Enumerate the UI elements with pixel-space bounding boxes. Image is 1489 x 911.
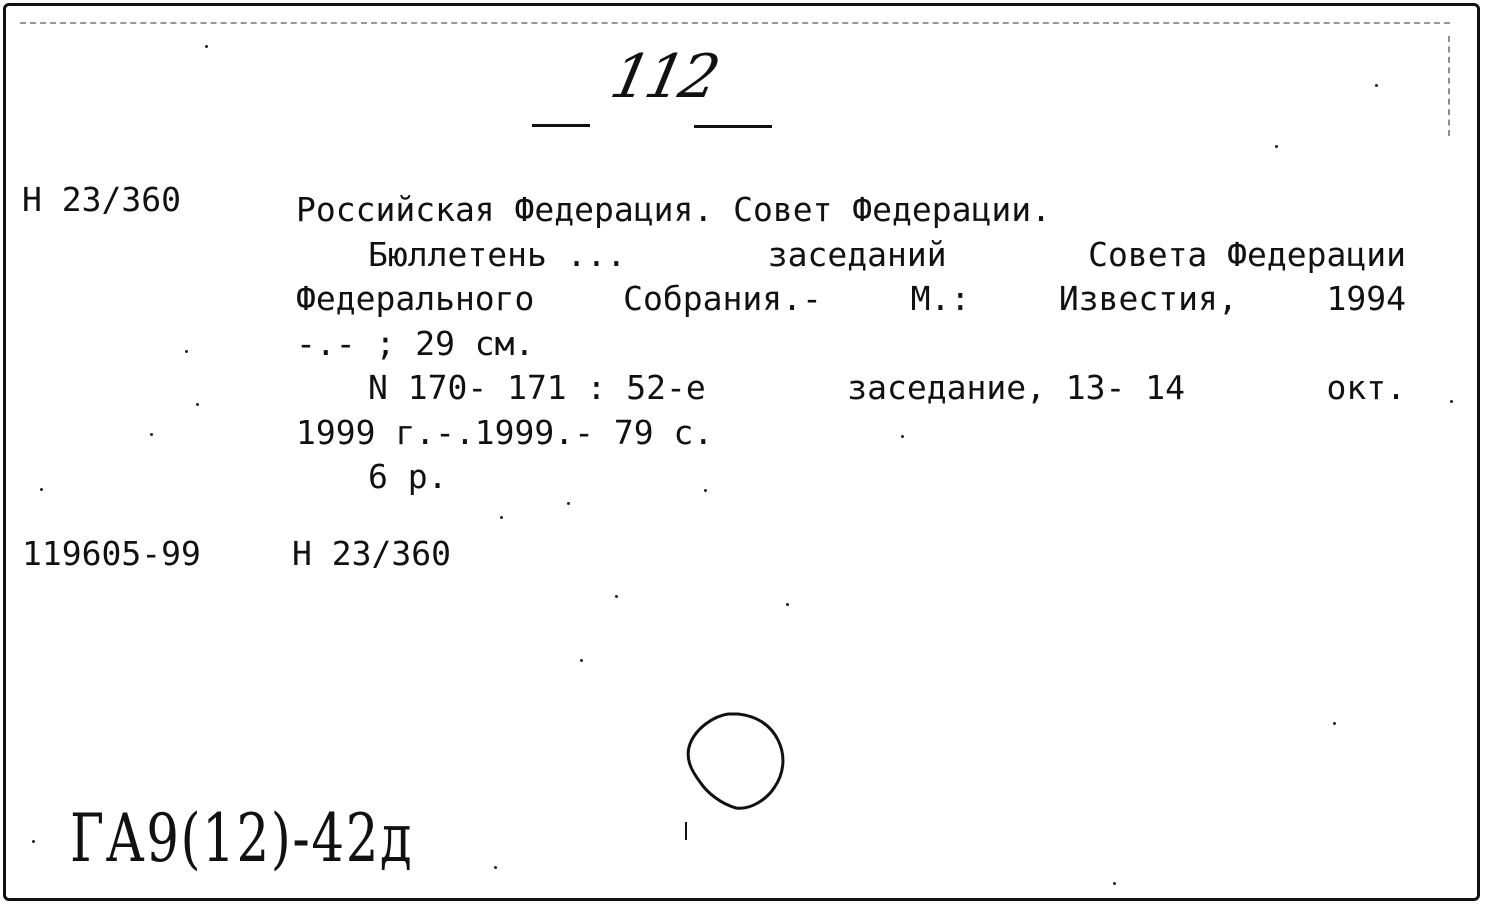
speck	[580, 659, 583, 662]
speck	[40, 488, 43, 491]
entry-physical-description: -.- ; 29 см.	[296, 323, 535, 363]
right-dashed-border	[1448, 36, 1450, 136]
speck	[615, 595, 618, 598]
speck	[704, 489, 707, 492]
shelfmark: Н 23/360	[22, 180, 181, 219]
speck	[500, 516, 503, 519]
entry-title-line	[296, 233, 1406, 278]
entry-heading: Российская Федерация. Совет Федерации.	[296, 190, 1051, 229]
speck	[150, 433, 153, 436]
speck	[1375, 84, 1378, 87]
entry-publication-line	[296, 277, 1406, 322]
entry-publication-part: М.:	[910, 279, 971, 318]
speck	[1113, 882, 1116, 885]
entry-title-part: Бюллетень ...	[368, 234, 627, 274]
entry-publication-part: Собрания.-	[623, 279, 822, 318]
inventory-number: 119605-99	[22, 534, 201, 573]
speck	[196, 403, 199, 406]
entry-price: 6 р.	[368, 457, 448, 496]
entry-publication-part: 1994	[1326, 279, 1406, 318]
speck	[1333, 722, 1336, 725]
page-number-underline-right	[694, 125, 772, 128]
speck	[494, 866, 497, 869]
punched-hole-circle	[676, 708, 796, 848]
speck	[901, 435, 904, 438]
bibliographic-entry	[296, 188, 1406, 500]
speck	[786, 603, 789, 606]
page-number-underline-left	[532, 124, 590, 127]
entry-issue-part: заседание, 13- 14	[847, 368, 1186, 407]
entry-publication-part: Известия,	[1058, 279, 1238, 318]
speck	[567, 502, 570, 505]
entry-publication-part: Федерального	[296, 279, 535, 318]
speck	[205, 45, 208, 48]
inventory-shelfmark: Н 23/360	[292, 534, 451, 573]
entry-issue-part: окт.	[1326, 368, 1406, 407]
entry-title-part: заседаний	[767, 234, 947, 274]
handwritten-page-number: 112	[604, 42, 722, 112]
speck	[185, 350, 188, 353]
speck	[32, 840, 35, 843]
speck	[1450, 400, 1453, 403]
handwritten-classification: ГА9(12)-42д	[70, 800, 414, 877]
entry-issue-line	[296, 366, 1406, 411]
speck	[1275, 145, 1278, 148]
entry-title-part: Совета Федерации	[1088, 234, 1406, 274]
entry-issue-date: 1999 г.-.1999.- 79 с.	[296, 412, 714, 452]
top-dashed-border	[20, 22, 1450, 24]
entry-issue-part: N 170- 171 : 52-е	[368, 368, 706, 407]
